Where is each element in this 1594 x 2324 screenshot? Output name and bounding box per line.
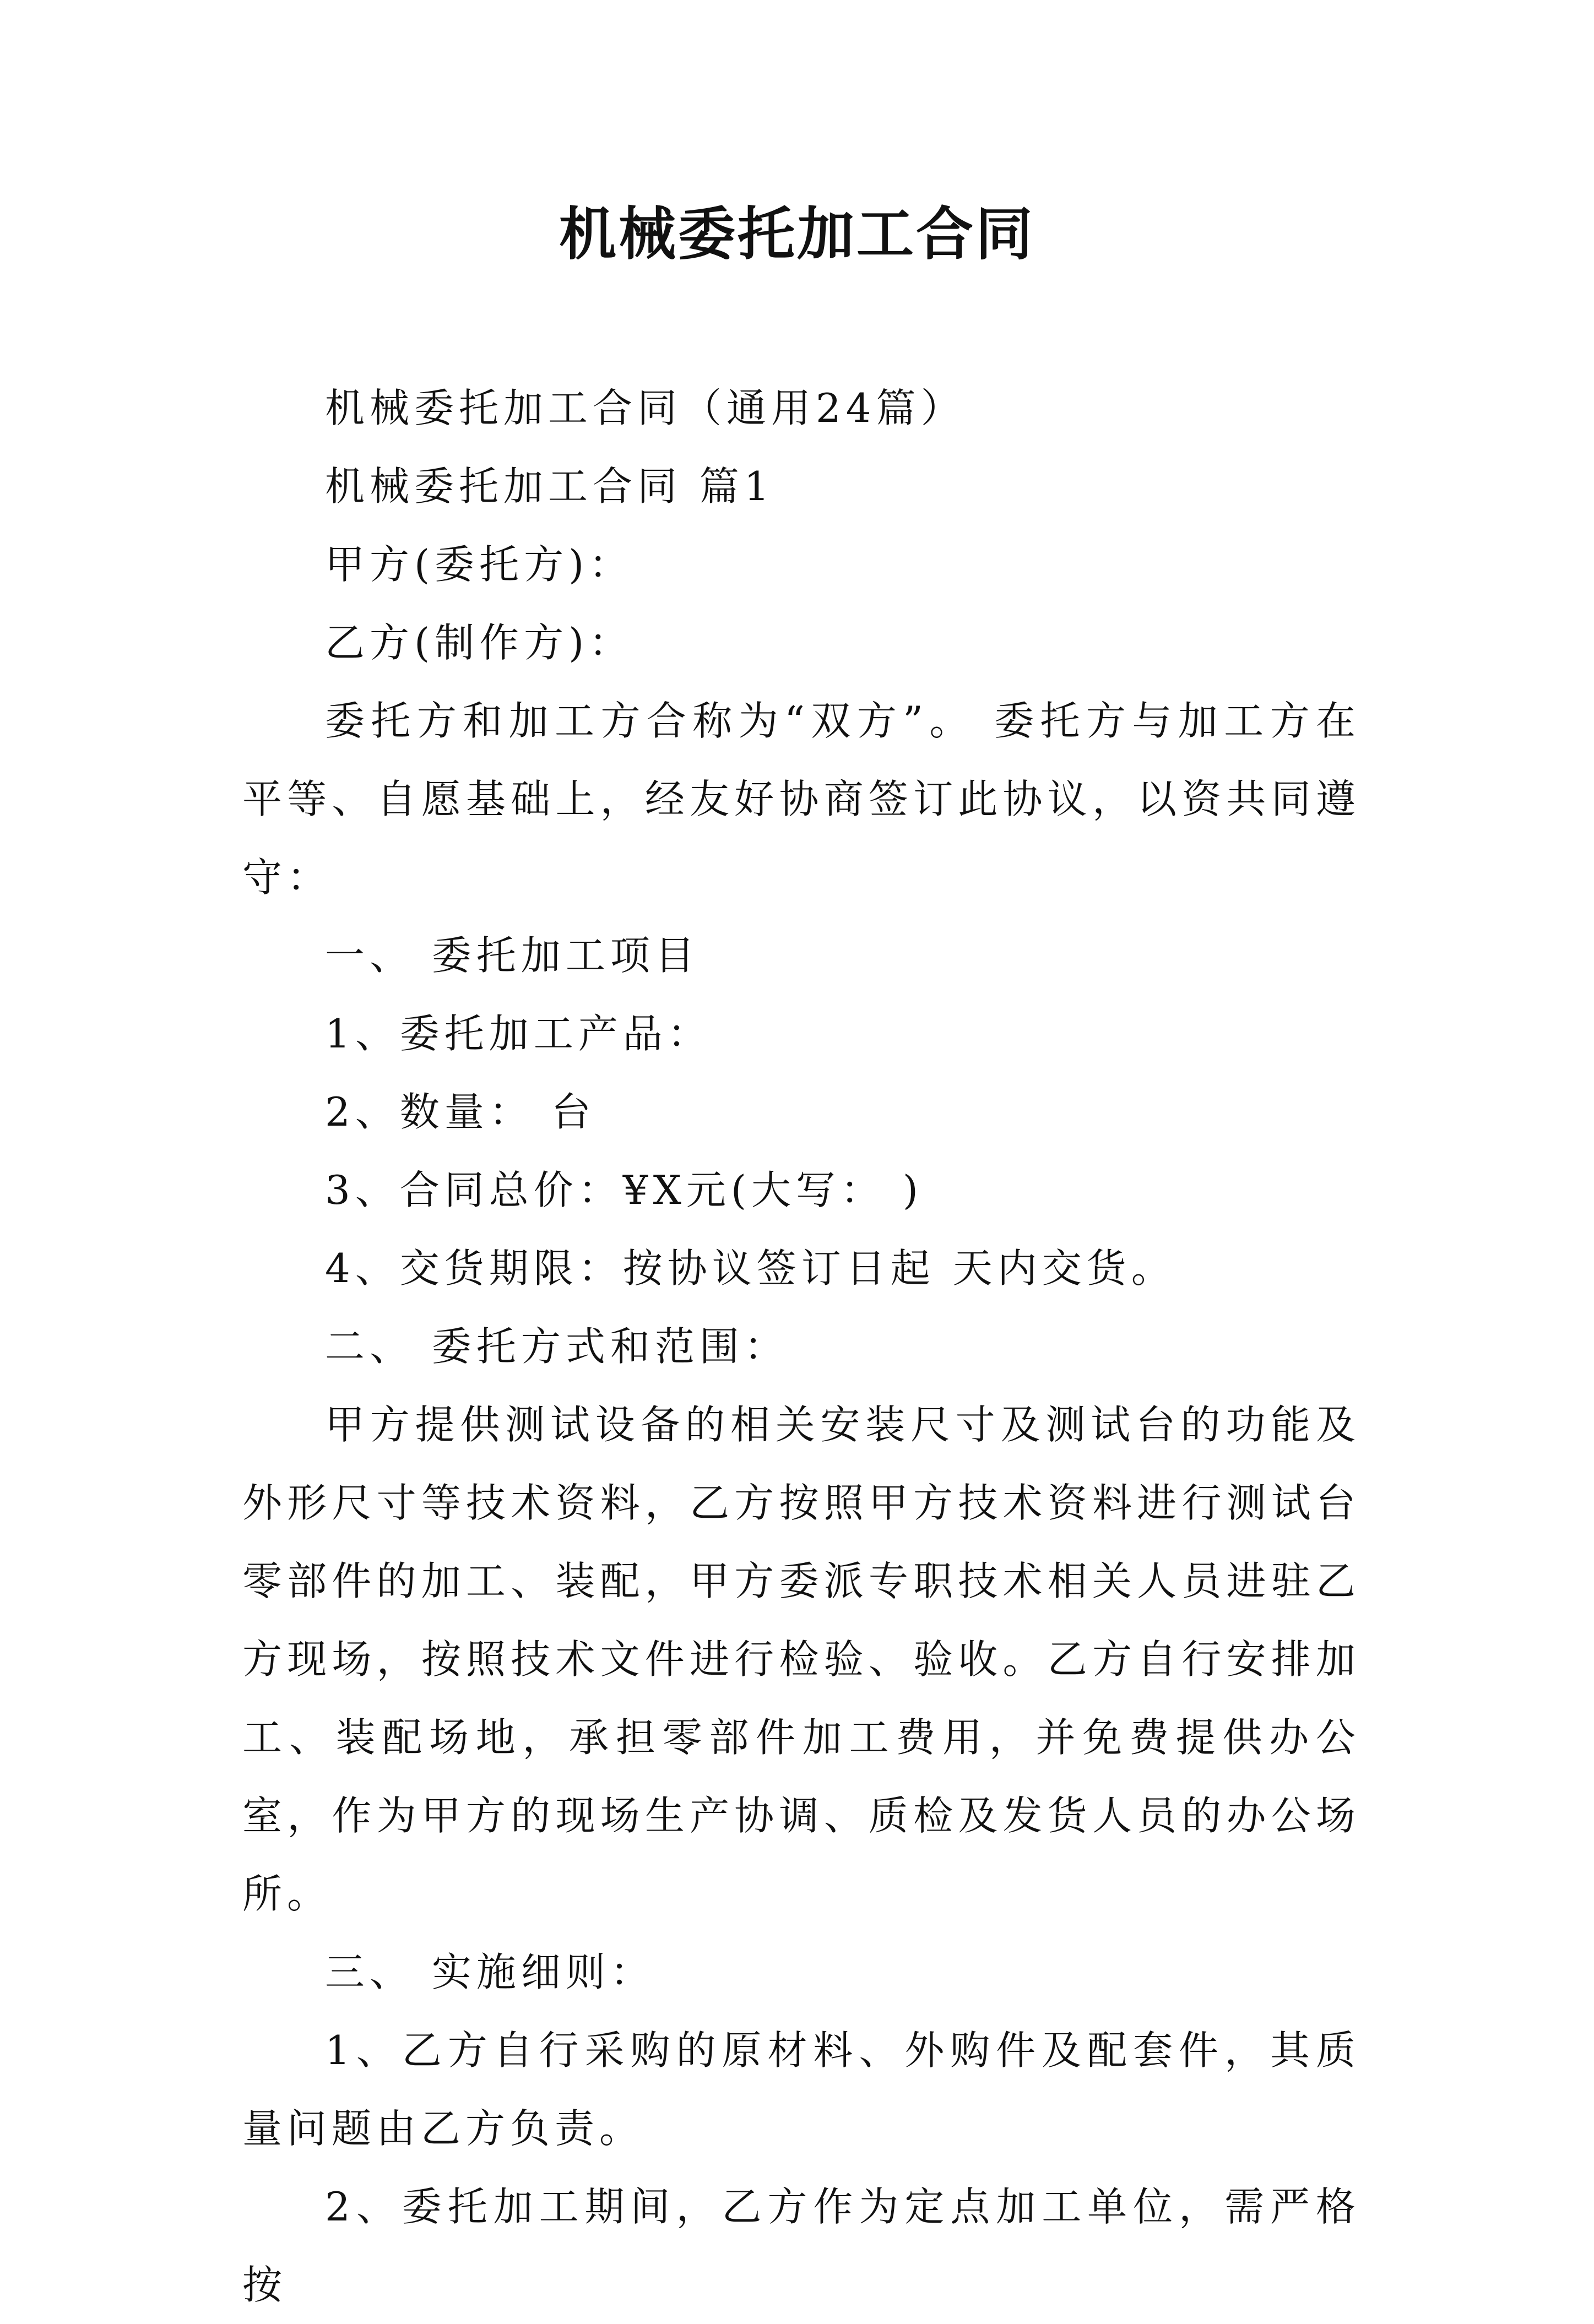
document-title: 机械委托加工合同: [559, 200, 1035, 268]
section-heading: 机械委托加工合同 篇1: [325, 463, 774, 509]
clause-heading-1: 一、 委托加工项目: [325, 932, 700, 979]
scope-paragraph: 甲方提供测试设备的相关安装尺寸及测试台的功能及外形尺寸等技术资料，乙方按照甲方技术资料进行测试台零部件的加工、装配，甲方委派专职技术相关人员进驻乙方现场，按照技术文件进行检验、验收。乙方自行安排加工、装配场地，承担零部件加工费用，并免费提供办公室，作为甲方的现场生产协调、质检及发货人员的办公场所。: [242, 1402, 1360, 1917]
clause-item-delivery: 4、交货期限：按协议签订日起 天内交货。: [325, 1245, 1176, 1291]
clause-heading-3: 三、 实施细则：: [325, 1949, 655, 1995]
document-body: [242, 369, 1360, 2324]
clause-item-product: 1、委托加工产品：: [325, 1011, 712, 1057]
detail-paragraph-2: 2、委托加工期间，乙方作为定点加工单位，需严格按: [242, 2184, 1360, 2308]
intro-paragraph: 委托方和加工方合称为“双方”。 委托方与加工方在平等、自愿基础上，经友好协商签订此协议，以资共同遵守：: [242, 698, 1360, 900]
clause-item-quantity: 2、数量： 台: [325, 1089, 596, 1135]
party-b-line: 乙方(制作方)：: [325, 620, 634, 666]
party-a-line: 甲方(委托方)：: [325, 541, 634, 588]
detail-paragraph-1: 1、乙方自行采购的原材料、外购件及配套件，其质量问题由乙方负责。: [242, 2027, 1360, 2152]
subtitle-line: 机械委托加工合同（通用24篇）: [325, 385, 966, 431]
clause-heading-2: 二、 委托方式和范围：: [325, 1323, 789, 1370]
clause-item-price: 3、合同总价：¥X元(大写： ): [325, 1167, 923, 1213]
